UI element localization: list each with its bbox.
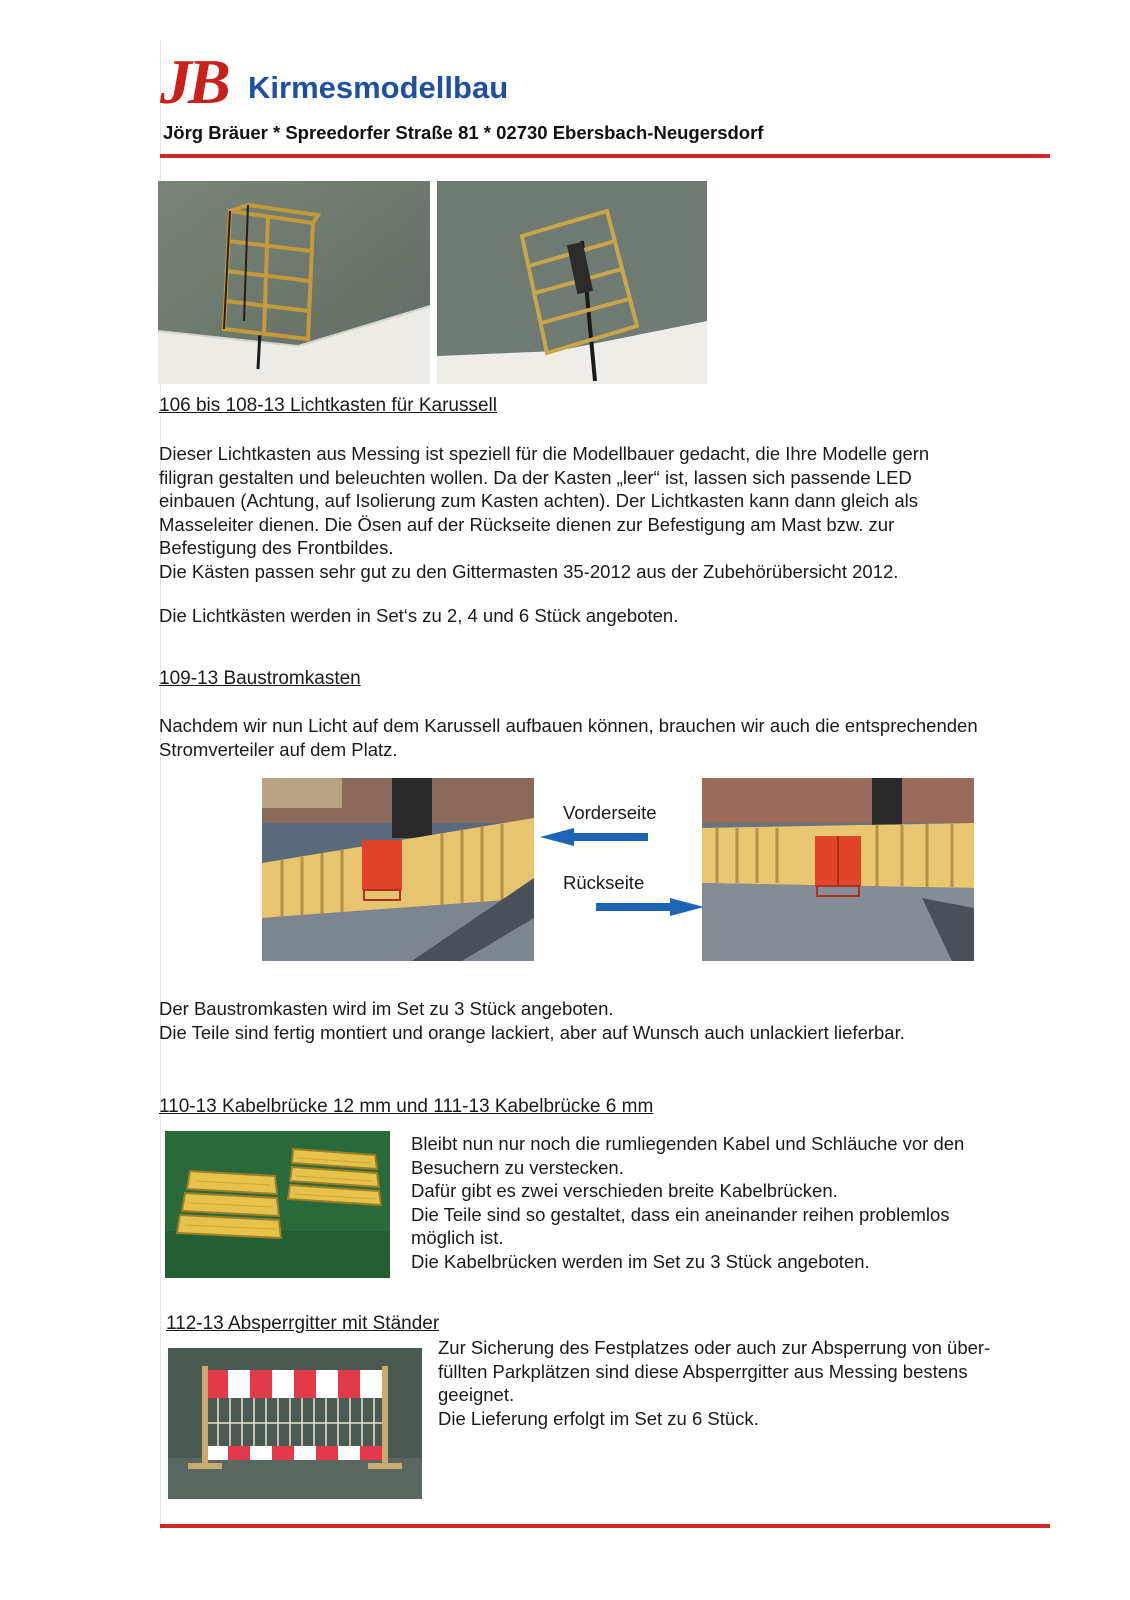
- lightbox-photo-back: [437, 181, 707, 384]
- address-line: Jörg Bräuer * Spreedorfer Straße 81 * 02730 Ebersbach-Neugersdorf: [163, 122, 764, 143]
- lightbox-description: [159, 442, 1099, 583]
- text-line: Die Kästen passen sehr gut zu den Gittermasten 35-2012 aus der Zubehörübersicht 2012.: [159, 560, 899, 582]
- text-line: Stromverteiler auf dem Platz.: [159, 738, 398, 760]
- section-heading-cable-bridge: 110-13 Kabelbrücke 12 mm und 111-13 Kabelbrücke 6 mm: [159, 1096, 654, 1117]
- barrier-photo: [168, 1348, 422, 1499]
- section-heading-power-box: 109-13 Baustromkasten: [159, 668, 361, 689]
- barrier-description: [438, 1336, 1078, 1430]
- cable-bridge-description: [411, 1132, 1071, 1273]
- text-line: Dieser Lichtkasten aus Messing ist speziell für die Modellbauer gedacht, die Ihre Modelle gern: [159, 443, 930, 464]
- text-line: füllten Parkplätzen sind diese Absperrgitter aus Messing bestens: [438, 1360, 968, 1382]
- footer-divider: [160, 1524, 1050, 1528]
- text-line: einbauen (Achtung, auf Isolierung zum Kasten achten). Der Lichtkasten kann dann gleich als: [159, 490, 918, 511]
- text-line: Zur Sicherung des Festplatzes oder auch zur Absperrung von über-: [438, 1337, 991, 1358]
- section-heading-barrier: 112-13 Absperrgitter mit Ständer: [166, 1313, 440, 1334]
- power-box-photo-back: [702, 778, 974, 961]
- power-box-set-note: [159, 997, 905, 1044]
- cable-bridge-photo: [165, 1131, 390, 1278]
- header-divider: [160, 154, 1050, 158]
- text-line: Die Lichtkästen werden in Set‘s zu 2, 4 und 6 Stück angeboten.: [159, 605, 679, 626]
- brand-name: Kirmesmodellbau: [248, 70, 509, 105]
- text-line: filigran gestalten und beleuchten wollen. Da der Kasten „leer“ ist, lassen sich passende LED: [159, 466, 912, 488]
- logo-jb: JB: [160, 46, 227, 117]
- label-back-side: Rückseite: [563, 872, 645, 893]
- text-line: Dafür gibt es zwei verschieden breite Kabelbrücken.: [411, 1180, 838, 1201]
- text-line: Nachdem wir nun Licht auf dem Karussell aufbauen können, brauchen wir auch die entsprechenden: [159, 715, 978, 736]
- text-line: Die Teile sind fertig montiert und orange lackiert, aber auf Wunsch auch unlackiert lieferbar.: [159, 1021, 905, 1043]
- text-line: Der Baustromkasten wird im Set zu 3 Stück angeboten.: [159, 998, 614, 1019]
- lightbox-photo-front: [158, 181, 430, 384]
- text-line: Masseleiter dienen. Die Ösen auf der Rückseite dienen zur Befestigung am Mast bzw. zur: [159, 513, 895, 535]
- section-heading-lightbox: 106 bis 108-13 Lichtkasten für Karussell: [159, 395, 497, 416]
- text-line: Befestigung des Frontbildes.: [159, 537, 394, 558]
- text-line: Besuchern zu verstecken.: [411, 1156, 624, 1178]
- arrow-right-icon: [594, 896, 704, 918]
- text-line: möglich ist.: [411, 1227, 504, 1248]
- text-line: Die Teile sind so gestaltet, dass ein aneinander reihen problemlos: [411, 1203, 950, 1225]
- text-line: geeignet.: [438, 1384, 515, 1405]
- power-box-photo-front: [262, 778, 534, 961]
- text-line: Bleibt nun nur noch die rumliegenden Kabel und Schläuche vor den: [411, 1133, 965, 1154]
- text-line: Die Lieferung erfolgt im Set zu 6 Stück.: [438, 1407, 759, 1429]
- label-front-side: Vorderseite: [563, 802, 657, 823]
- lightbox-set-note: [159, 604, 678, 628]
- text-line: Die Kabelbrücken werden im Set zu 3 Stück angeboten.: [411, 1250, 870, 1272]
- arrow-left-icon: [540, 826, 650, 848]
- power-box-description: [159, 714, 978, 761]
